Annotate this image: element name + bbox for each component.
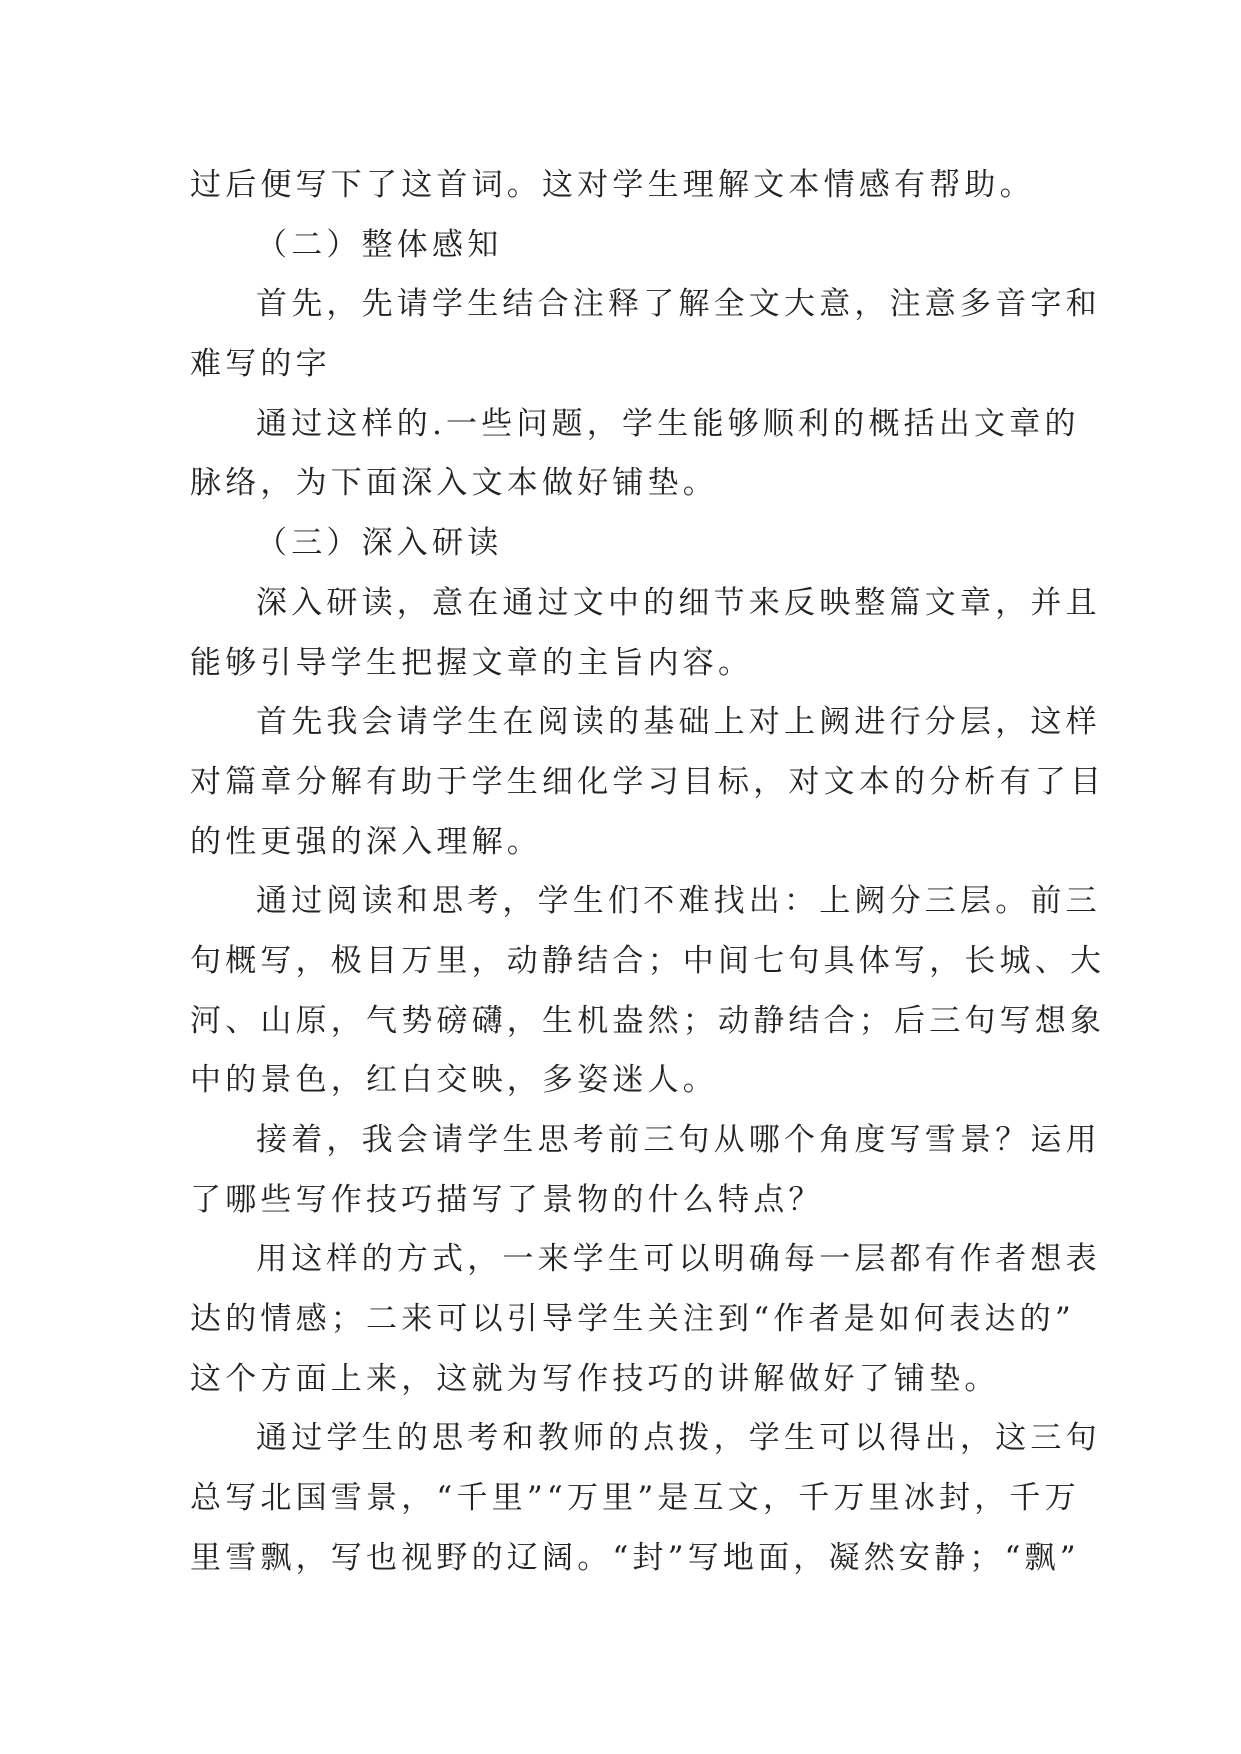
text-line: 这个方面上来，这就为写作技巧的讲解做好了铺垫。: [190, 1360, 1000, 1397]
text-line: 了哪些写作技巧描写了景物的什么特点？: [190, 1181, 824, 1218]
text-line: 首先我会请学生在阅读的基础上对上阙进行分层，这样: [256, 704, 1101, 741]
text-line: 用这样的方式，一来学生可以明确每一层都有作者想表: [256, 1241, 1101, 1278]
text-line: 通过阅读和思考，学生们不难找出：上阙分三层。前三: [256, 883, 1101, 920]
text-line: 深入研读，意在通过文中的细节来反映整篇文章，并且: [256, 584, 1101, 621]
text-line: 脉络，为下面深入文本做好铺垫。: [190, 465, 718, 502]
text-line: 里雪飘，写也视野的辽阔。“封”写地面，凝然安静；“飘”: [190, 1539, 1080, 1576]
text-line: 能够引导学生把握文章的主旨内容。: [190, 644, 754, 681]
text-line: 过后便写下了这首词。这对学生理解文本情感有帮助。: [190, 167, 1035, 203]
text-line: 河、山原，气势磅礴，生机盎然；动静结合；后三句写想象: [190, 1002, 1106, 1039]
text-line: 句概写，极目万里，动静结合；中间七句具体写，长城、大: [190, 942, 1106, 979]
text-line: 难写的字: [190, 346, 331, 383]
text-line: 中的景色，红白交映，多姿迷人。: [190, 1062, 718, 1099]
text-line: 接着，我会请学生思考前三句从哪个角度写雪景？运用: [256, 1122, 1101, 1158]
section-heading: （二）整体感知: [256, 226, 503, 263]
text-line: 达的情感；二来可以引导学生关注到“作者是如何表达的”: [190, 1301, 1075, 1338]
text-line: 总写北国雪景，“千里”“万里”是互文，千万里冰封，千万: [190, 1480, 1080, 1517]
text-line: 通过这样的.一些问题，学生能够顺利的概括出文章的: [256, 405, 1080, 442]
section-heading: （三）深入研读: [256, 525, 503, 562]
text-line: 对篇章分解有助于学生细化学习目标，对文本的分析有了目: [190, 763, 1106, 800]
document-body: [190, 156, 1106, 1589]
text-line: 的性更强的深入理解。: [190, 823, 542, 860]
text-line: 通过学生的思考和教师的点拨，学生可以得出，这三句: [256, 1420, 1101, 1457]
text-line: 首先，先请学生结合注释了解全文大意，注意多音字和: [256, 286, 1101, 323]
